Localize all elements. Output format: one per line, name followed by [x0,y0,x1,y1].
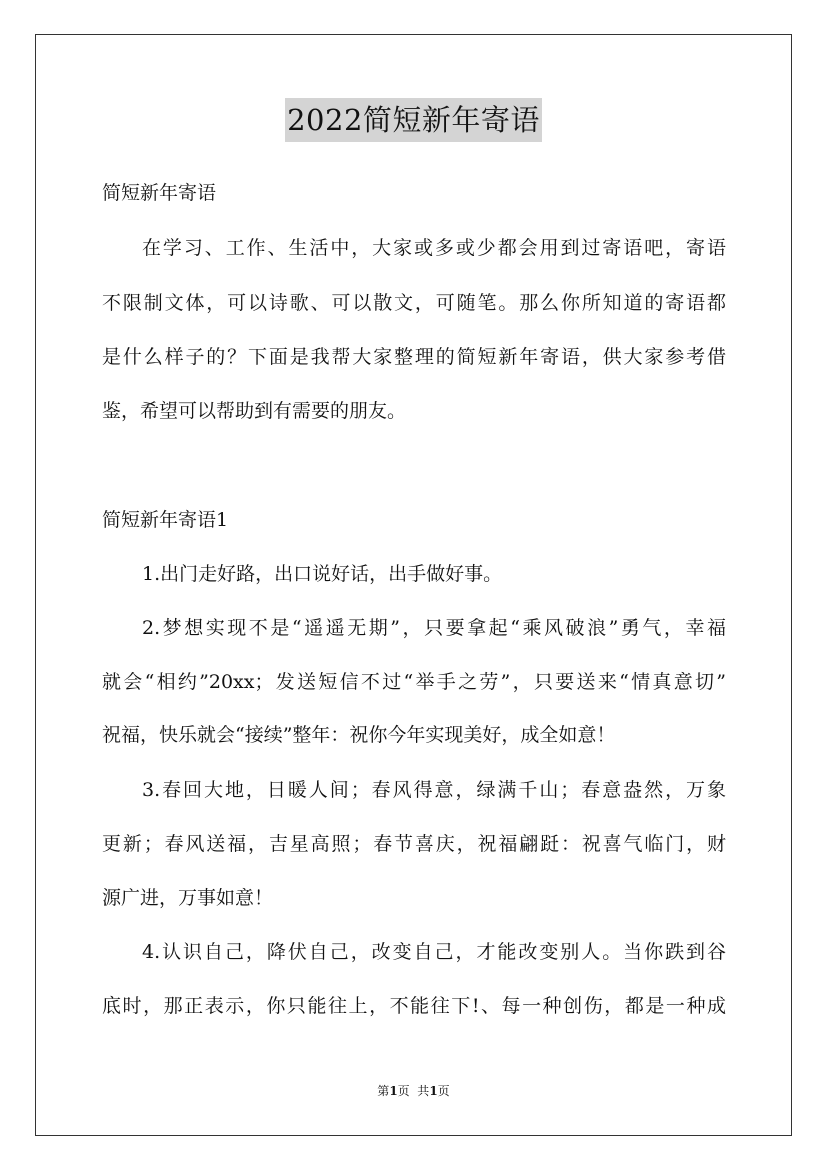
footer-middle: 页 共 [397,1084,430,1098]
intro-paragraph-line: 在学习、工作、生活中，大家或多或少都会用到过寄语吧，寄语 [142,237,726,259]
footer-prefix: 第 [377,1084,390,1098]
section-heading: 简短新年寄语1 [102,509,229,531]
list-item-line: 3.春回大地，日暖人间；春风得意，绿满千山；春意盎然，万象 [142,779,726,801]
list-item-line: 底时，那正表示，你只能往上，不能往下!、每一种创伤，都是一种成 [102,995,726,1017]
intro-heading: 简短新年寄语 [102,182,217,204]
list-item-line: 1.出门走好路，出口说好话，出手做好事。 [142,563,503,585]
list-item-line: 4.认识自己，降伏自己，改变自己，才能改变别人。当你跌到谷 [142,941,726,963]
list-item-line: 就会“相约”20xx；发送短信不过“举手之劳”，只要送来“情真意切” [102,671,726,693]
intro-paragraph-line: 鉴，希望可以帮助到有需要的朋友。 [102,400,407,422]
title-area [0,98,827,142]
list-item-line: 更新；春风送福，吉星高照；春节喜庆，祝福翩跹：祝喜气临门，财 [102,833,726,855]
list-item-line: 祝福，快乐就会“接续”整年：祝你今年实现美好，成全如意！ [102,724,616,746]
page-footer [0,1083,827,1099]
intro-paragraph-line: 不限制文体，可以诗歌、可以散文，可随笔。那么你所知道的寄语都 [102,292,726,314]
intro-paragraph-line: 是什么样子的？下面是我帮大家整理的简短新年寄语，供大家参考借 [102,346,726,368]
footer-total-pages: 1 [429,1084,438,1098]
footer-suffix: 页 [437,1084,450,1098]
document-title: 2022简短新年寄语 [285,98,542,142]
list-item-line: 源广进，万事如意！ [102,887,274,909]
list-item-line: 2.梦想实现不是“遥遥无期”，只要拿起“乘风破浪”勇气，幸福 [142,617,726,639]
footer-current-page: 1 [389,1084,398,1098]
